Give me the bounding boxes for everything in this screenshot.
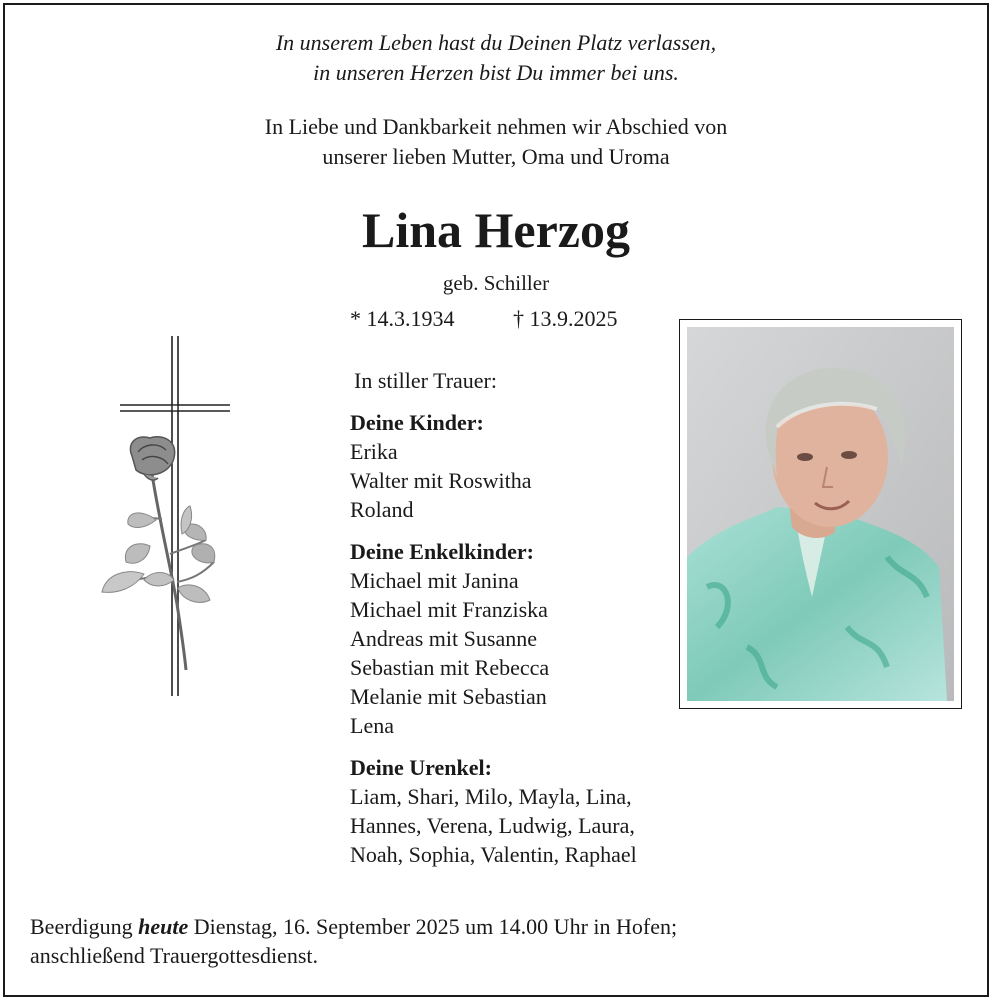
mourner-name: Walter mit Roswitha <box>350 468 532 493</box>
group-title: Deine Enkelkinder: <box>350 539 534 564</box>
mourner-name: Noah, Sophia, Valentin, Raphael <box>350 842 637 867</box>
mourner-name: Lena <box>350 713 394 738</box>
group-title: Deine Urenkel: <box>350 755 492 780</box>
intro-line-2: unserer lieben Mutter, Oma und Uroma <box>322 144 670 169</box>
mourners-list <box>350 366 637 882</box>
mourner-name: Erika <box>350 439 398 464</box>
quote-line-2: in unseren Herzen bist Du immer bei uns. <box>313 60 679 85</box>
memorial-quote <box>0 28 992 88</box>
mourner-name: Michael mit Franziska <box>350 597 548 622</box>
group-title: Deine Kinder: <box>350 410 484 435</box>
funeral-prefix: Beerdigung <box>30 914 133 939</box>
intro-line-1: In Liebe und Dankbarkeit nehmen wir Abschied von <box>264 114 728 139</box>
mourners-heading: In stiller Trauer: <box>354 368 497 393</box>
mourner-name: Melanie mit Sebastian <box>350 684 547 709</box>
death-date: † 13.9.2025 <box>513 306 618 331</box>
group-children <box>350 408 637 524</box>
funeral-info <box>30 912 677 970</box>
funeral-line-2: anschließend Trauergottesdienst. <box>30 943 318 968</box>
funeral-line-1 <box>30 912 677 941</box>
birth-date: * 14.3.1934 <box>350 306 455 331</box>
mourner-name: Andreas mit Susanne <box>350 626 537 651</box>
mourner-name: Michael mit Janina <box>350 568 519 593</box>
cross-with-rose-icon <box>82 334 242 700</box>
mourner-name: Liam, Shari, Milo, Mayla, Lina, <box>350 784 632 809</box>
funeral-emphasis: heute <box>138 914 189 939</box>
portrait-frame <box>679 319 962 709</box>
mourner-name: Sebastian mit Rebecca <box>350 655 550 680</box>
group-grandchildren <box>350 537 637 740</box>
funeral-details: Dienstag, 16. September 2025 um 14.00 Uhr in Hofen; <box>193 914 678 939</box>
quote-line-1: In unserem Leben hast du Deinen Platz verlassen, <box>275 30 717 55</box>
mourner-name: Hannes, Verena, Ludwig, Laura, <box>350 813 635 838</box>
deceased-name: Lina Herzog <box>361 202 631 258</box>
portrait-photo <box>687 327 954 701</box>
group-great-grandchildren <box>350 753 637 869</box>
mourner-name: Roland <box>350 497 414 522</box>
maiden-name: geb. Schiller <box>442 271 550 295</box>
farewell-intro <box>0 112 992 172</box>
